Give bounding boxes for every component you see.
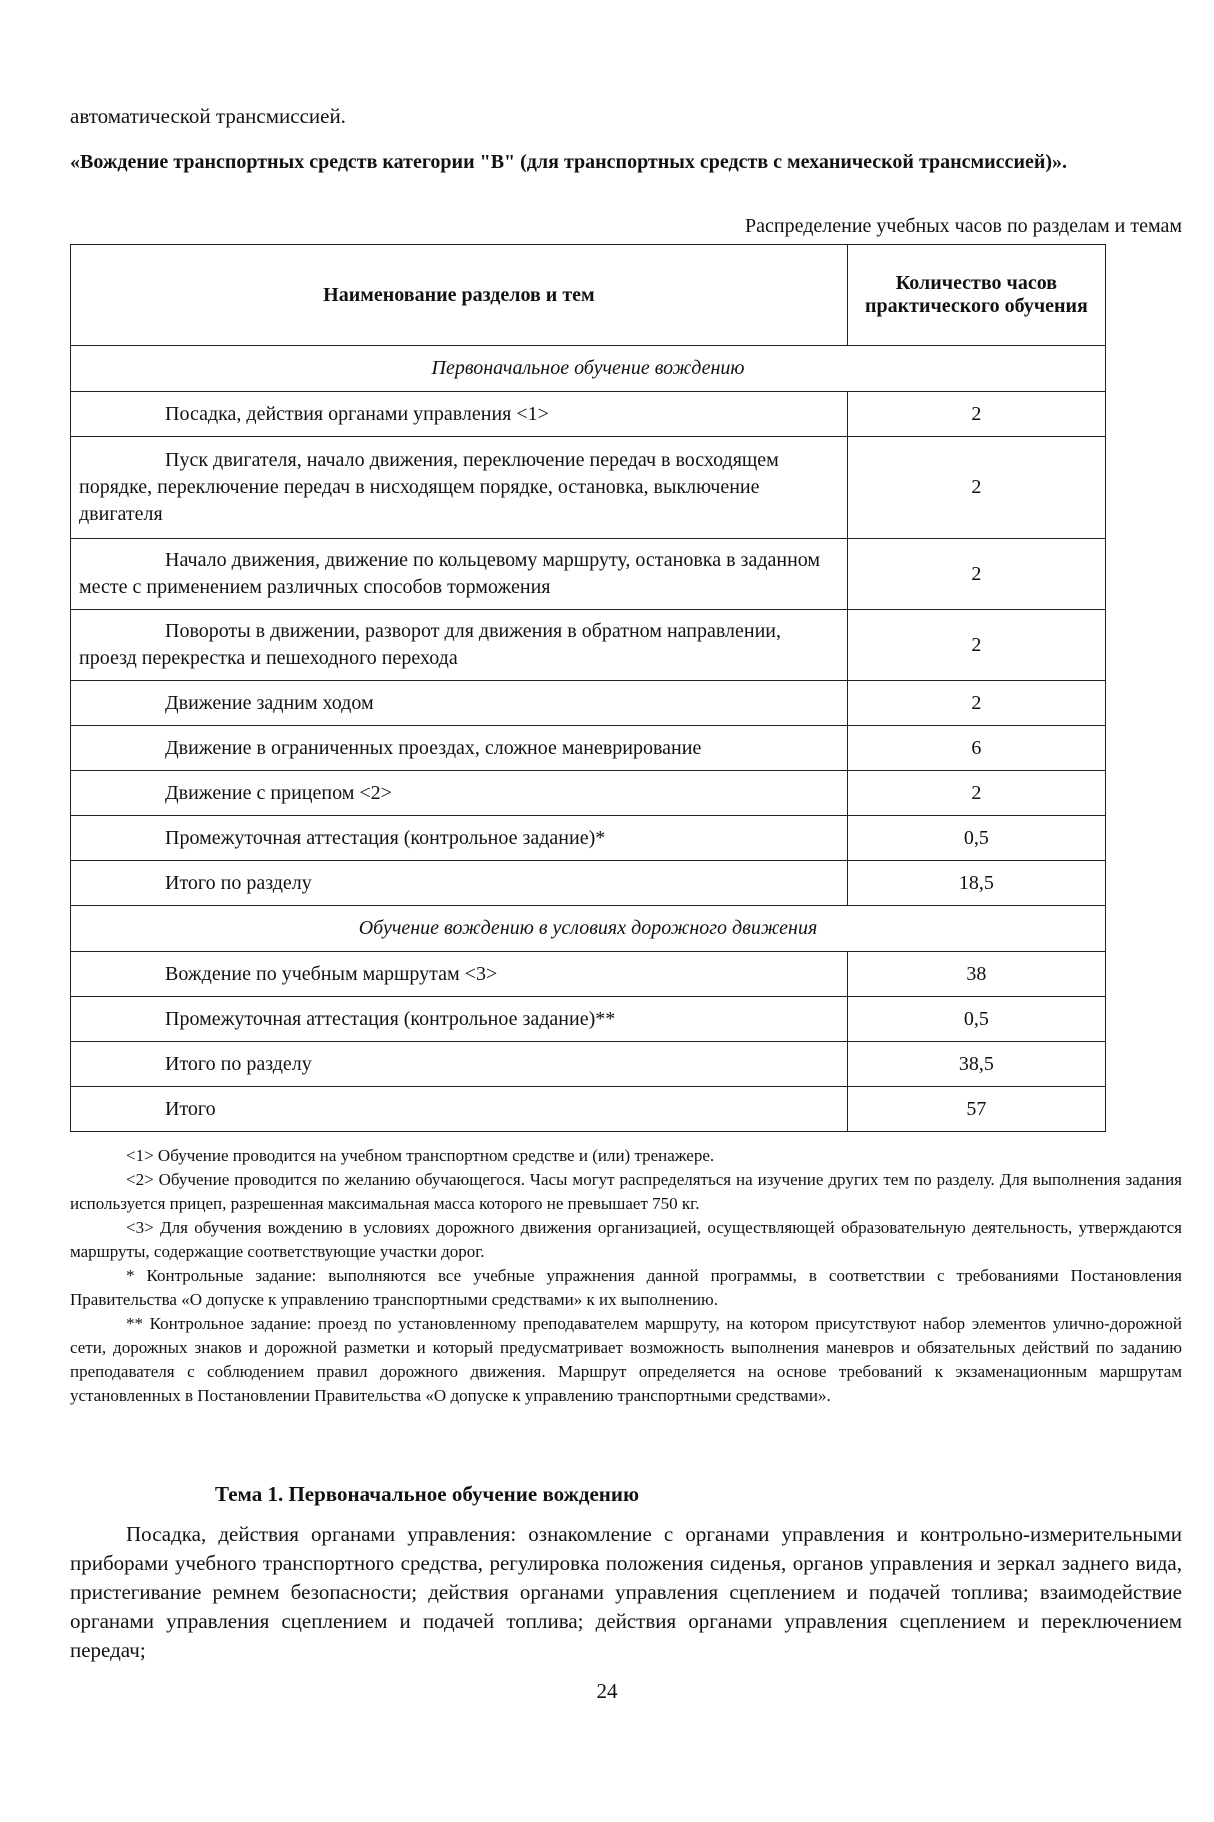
hours-cell: 0,5 xyxy=(847,997,1105,1042)
topic-name: Начало движения, движение по кольцевому маршруту, остановка в заданном месте с применением различных способов торможения xyxy=(79,549,821,598)
topic-name-cell xyxy=(71,816,848,861)
table-header-row xyxy=(71,245,1106,346)
table-row xyxy=(71,726,1106,771)
table-row xyxy=(71,392,1106,437)
page-number: 24 xyxy=(596,1679,618,1703)
table-row xyxy=(71,997,1106,1042)
table-row xyxy=(71,771,1106,816)
intro-line: автоматической трансмиссией. xyxy=(70,104,346,128)
hours-cell: 6 xyxy=(847,726,1105,771)
topic-name-cell xyxy=(71,1087,848,1132)
hours-table xyxy=(70,244,1106,1132)
table-row xyxy=(71,952,1106,997)
header-hours-cell: Количество часов практического обучения xyxy=(847,245,1105,346)
topic-heading: Тема 1. Первоначальное обучение вождению xyxy=(215,1482,640,1506)
hours-cell: 2 xyxy=(847,392,1105,437)
footnote: ** Контрольное задание: проезд по установленному преподавателем маршруту, на котором присутствуют набор элементов улично-дорожной сети, дорожных знаков и дорожной разметки и который предусматривает возможность выполнения маневров и обязательных действий по заданию преподавателя с соблюдением правил дорожного движения. Маршрут определяется на основе требований к экзаменационным маршрутам установленных в Постановлении Правительства «О допуске к управлению транспортными средствами». xyxy=(70,1314,1182,1405)
hours-cell: 38,5 xyxy=(847,1042,1105,1087)
hours-cell: 2 xyxy=(847,539,1105,610)
table-row xyxy=(71,610,1106,681)
hours-cell: 38 xyxy=(847,952,1105,997)
hours-cell: 57 xyxy=(847,1087,1105,1132)
topic-name-cell xyxy=(71,539,848,610)
footnote: <1> Обучение проводится на учебном транспортном средстве и (или) тренажере. xyxy=(126,1146,715,1165)
table-row xyxy=(71,861,1106,906)
section-title: Первоначальное обучение вождению xyxy=(71,346,1106,392)
topic-name: Повороты в движении, разворот для движения в обратном направлении, проезд перекрестка и пешеходного перехода xyxy=(79,620,781,669)
topic-name-cell xyxy=(71,952,848,997)
topic-name-cell xyxy=(71,771,848,816)
topic-name: Движение в ограниченных проездах, сложное маневрирование xyxy=(165,736,702,759)
topic-name-cell xyxy=(71,726,848,771)
hours-cell: 18,5 xyxy=(847,861,1105,906)
table-row xyxy=(71,437,1106,539)
footnote: <3> Для обучения вождению в условиях дорожного движения организацией, осуществляющей образовательную деятельность, утверждаются маршруты, содержащие соответствующие участки дорог. xyxy=(70,1218,1182,1261)
topic-name-cell xyxy=(71,437,848,539)
section-row xyxy=(71,906,1106,952)
topic-name-cell xyxy=(71,861,848,906)
table-row xyxy=(71,539,1106,610)
hours-cell: 2 xyxy=(847,437,1105,539)
table-row xyxy=(71,1042,1106,1087)
topic-name-cell xyxy=(71,681,848,726)
topic-name: Посадка, действия органами управления <1> xyxy=(165,402,549,425)
table-row xyxy=(71,816,1106,861)
topic-name-cell xyxy=(71,392,848,437)
topic-name: Пуск двигателя, начало движения, переключение передач в восходящем порядке, переключение передач в нисходящем порядке, остановка, выключение двигателя xyxy=(79,449,779,525)
topic-name: Движение задним ходом xyxy=(165,691,374,714)
topic-name: Итого по разделу xyxy=(165,1052,312,1075)
topic-name: Движение с прицепом <2> xyxy=(165,781,392,804)
topic-name-cell xyxy=(71,1042,848,1087)
topic-name: Итого xyxy=(165,1097,216,1120)
section-row xyxy=(71,346,1106,392)
topic-name: Итого по разделу xyxy=(165,871,312,894)
footnote: <2> Обучение проводится по желанию обучающегося. Часы могут распределяться на изучение других тем по разделу. Для выполнения задания используется прицеп, разрешенная максимальная масса которого не превышает 750 кг. xyxy=(70,1170,1182,1213)
table-caption: Распределение учебных часов по разделам и темам xyxy=(745,215,1182,237)
header-name-cell: Наименование разделов и тем xyxy=(71,245,848,346)
section-title: Обучение вождению в условиях дорожного движения xyxy=(71,906,1106,952)
topic-name: Промежуточная аттестация (контрольное задание)** xyxy=(165,1007,616,1030)
table-row xyxy=(71,1087,1106,1132)
hours-cell: 2 xyxy=(847,771,1105,816)
hours-cell: 0,5 xyxy=(847,816,1105,861)
topic-name-cell xyxy=(71,997,848,1042)
table-row xyxy=(71,681,1106,726)
hours-cell: 2 xyxy=(847,681,1105,726)
footnotes xyxy=(70,1144,1182,1408)
course-title: «Вождение транспортных средств категории "B" (для транспортных средств с механической трансмиссией)». xyxy=(70,151,1068,173)
topic-name: Вождение по учебным маршрутам <3> xyxy=(165,962,498,985)
footnote: * Контрольные задание: выполняются все учебные упражнения данной программы, в соответствии с требованиями Постановления Правительства «О допуске к управлению транспортными средствами» к их выполнению. xyxy=(70,1266,1182,1309)
topic-body-text: Посадка, действия органами управления: ознакомление с органами управления и контрольно-измерительными приборами учебного транспортного средства, регулировка положения сиденья, органов управления и зеркал заднего вида, пристегивание ремнем безопасности; действия органами управления сцеплением и подачей топлива; взаимодействие органами управления сцеплением и подачей топлива; действия органами управления сцеплением и переключением передач; xyxy=(70,1522,1182,1662)
topic-name: Промежуточная аттестация (контрольное задание)* xyxy=(165,826,606,849)
topic-name-cell xyxy=(71,610,848,681)
hours-cell: 2 xyxy=(847,610,1105,681)
